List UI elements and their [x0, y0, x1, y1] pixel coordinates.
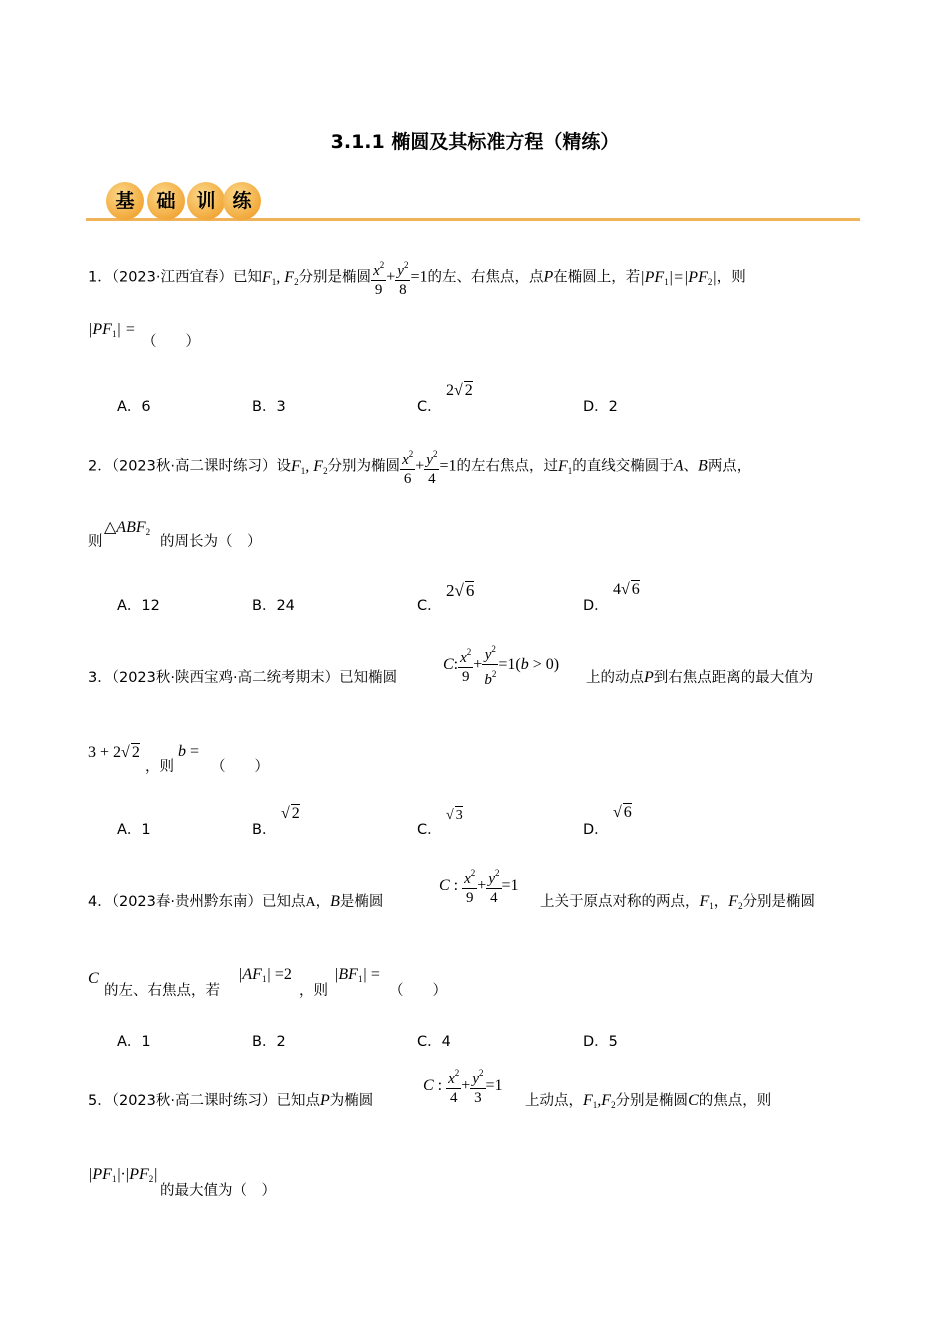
answer-paren: （ ） — [211, 759, 269, 775]
answer-paren: （ ） — [389, 983, 447, 999]
math-ellipse-c: C: $\frac{x^2}{9}$ + $\frac{y^2}{b^2}$ =1(b > 0) — [443, 640, 559, 689]
banner-char: 基 — [106, 182, 144, 220]
math-max-value: 3 + 2√ 2 — [88, 744, 140, 761]
math-b-eq: b = — [178, 743, 200, 760]
question-source: （2023·江西宜春）已知 — [111, 269, 262, 286]
choice-d-value: √ 6 — [613, 804, 632, 821]
choice-b[interactable]: B．2 — [252, 1034, 286, 1050]
ellipse-fraction-x: $\frac{x^2}{9}$ — [371, 256, 386, 299]
question-text: 上的动点P到右焦点距离的最大值为 — [586, 669, 814, 686]
question-1-line-2 — [88, 320, 136, 344]
question-number: 5． — [88, 1093, 112, 1109]
question-source: （2023春·贵州黔东南）已知点 — [111, 894, 306, 910]
question-text: 的直线交椭圆于 — [572, 458, 674, 475]
ellipse-fraction-y: $\frac{y^2}{8}$ — [395, 256, 410, 299]
question-text: ，则 — [299, 983, 328, 999]
choice-c[interactable]: C． — [417, 598, 442, 614]
choice-c[interactable]: C． — [417, 399, 442, 415]
choice-d[interactable]: D．2 — [583, 399, 618, 415]
question-text: 的左、右焦点，若 — [104, 983, 220, 999]
question-text: 的周长为（ ） — [160, 534, 262, 550]
choice-c-value: 2√ 2 — [446, 382, 473, 399]
question-5-line-1: 5．（2023秋·高二课时练习）已知点P为椭圆 — [88, 1092, 374, 1109]
math-c: C — [88, 970, 99, 987]
ellipse-fraction-y: $\frac{y^2}{4}$ — [424, 445, 439, 488]
question-number: 4． — [88, 894, 112, 910]
question-number: 3． — [88, 670, 112, 686]
page-title: 3.1.1 椭圆及其标准方程（精练） — [330, 131, 620, 153]
question-text: 的左右焦点，过 — [456, 458, 558, 475]
math-condition: $|PF_1|=|PF_2|$ — [640, 268, 717, 287]
question-text: 分别为椭圆 — [327, 458, 401, 475]
math-triangle: $\triangle ABF_2$ — [104, 519, 151, 537]
question-text: 上关于原点对称的两点，$F_1$，$F_2$分别是椭圆 — [540, 893, 816, 911]
question-1-line-1: 1．（2023·江西宜春）已知$F_1$, $F_2$分别是椭圆 $\frac{x^2}{9}$ + $\frac{y^2}{8}$ =1的左、右焦点，点P在椭圆上，若$|PF_1|=|PF_2|$，则 — [88, 256, 746, 299]
answer-paren: （ ） — [142, 334, 200, 350]
question-2-line-1: 2．（2023秋·高二课时练习）设$F_1$, $F_2$分别为椭圆 $\frac{x^2}{6}$ + $\frac{y^2}{4}$ =1的左右焦点，过$F_1$的直线交椭圆于A、B两点， — [88, 445, 751, 488]
question-text: 在椭圆上，若 — [553, 269, 641, 286]
ellipse-fraction-x: $\frac{x^2}{6}$ — [400, 445, 415, 488]
question-3-line-1 — [88, 668, 397, 688]
banner-char: 础 — [147, 182, 185, 220]
math-pf1: $|PF_1|$ = — [88, 321, 136, 339]
question-source: （2023秋·高二课时练习）设 — [111, 458, 291, 475]
question-text: ，则 — [716, 269, 746, 286]
choice-c[interactable]: C． — [417, 822, 442, 838]
choice-c-value: 2√ 6 — [446, 581, 475, 600]
math-ellipse-c: C : $\frac{x^2}{9}$ + $\frac{y^2}{4}$ =1 — [439, 864, 519, 907]
question-text: ，则 — [145, 759, 174, 775]
choice-d[interactable]: D．5 — [583, 1034, 618, 1050]
banner-char: 练 — [223, 182, 261, 220]
question-text: 两点， — [707, 458, 752, 475]
question-text: 分别是椭圆 — [298, 269, 372, 286]
math-f1f2: $F_1$, $F_2$ — [262, 268, 299, 287]
choice-b[interactable]: B．24 — [252, 598, 295, 614]
question-number: 2． — [88, 458, 112, 475]
question-text: 上动点，$F_1,F_2$分别是椭圆C的焦点，则 — [525, 1092, 772, 1110]
choice-b-value: √ 2 — [281, 805, 300, 822]
question-4-line-1: 4．（2023春·贵州黔东南）已知点A，B是椭圆 — [88, 893, 384, 910]
math-ellipse-c: C : $\frac{x^2}{4}$ + $\frac{y^2}{3}$ =1 — [423, 1064, 503, 1107]
choice-a[interactable]: A．12 — [117, 598, 160, 614]
math-bf1: $|BF_1|$ = — [334, 966, 380, 984]
question-text: 、 — [683, 458, 699, 475]
question-text: 的左、右焦点，点 — [427, 269, 544, 286]
choice-d[interactable]: D． — [583, 822, 609, 838]
choice-a[interactable]: A．1 — [117, 1034, 151, 1050]
choice-d[interactable]: D． — [583, 598, 609, 614]
question-source: （2023秋·陕西宝鸡·高二统考期末）已知椭圆 — [111, 670, 398, 686]
choice-c[interactable]: C．4 — [417, 1034, 451, 1050]
choice-d-value: 4√ 6 — [613, 581, 640, 598]
banner-char: 训 — [187, 182, 225, 220]
section-banner — [86, 182, 860, 222]
choice-a[interactable]: A．1 — [117, 822, 151, 838]
choice-c-value: √ 3 — [446, 808, 463, 823]
question-text: 则 — [88, 534, 103, 550]
math-af1: $|AF_1| =2$ — [238, 966, 292, 984]
question-text: 的最大值为（ ） — [160, 1183, 276, 1199]
question-number: 1． — [88, 269, 112, 286]
math-product: $|PF_1|\cdot|PF_2|$ — [88, 1166, 158, 1184]
choice-b[interactable]: B． — [252, 822, 277, 838]
choice-b[interactable]: B．3 — [252, 399, 286, 415]
question-source: （2023秋·高二课时练习）已知点 — [111, 1093, 320, 1109]
choice-a[interactable]: A．6 — [117, 399, 151, 415]
question-2-line-2 — [88, 532, 103, 552]
